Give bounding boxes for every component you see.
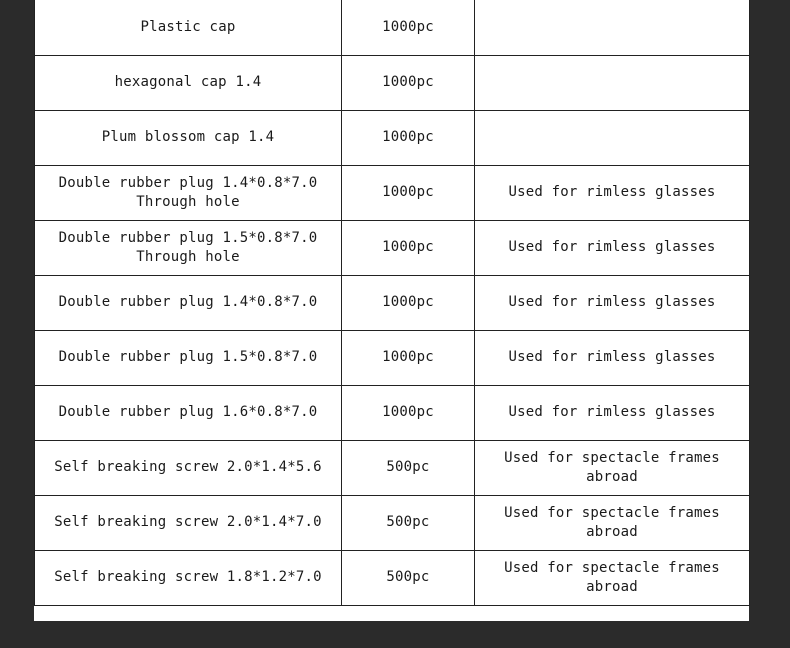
table-row xyxy=(35,110,750,165)
quantity-cell: 1000pc xyxy=(342,220,475,275)
usage-note-cell: Used for spectacle frames abroad xyxy=(475,495,750,550)
product-table-body xyxy=(35,0,750,605)
table-row xyxy=(35,165,750,220)
table-row xyxy=(35,330,750,385)
table-row xyxy=(35,385,750,440)
item-name-cell: Self breaking screw 1.8*1.2*7.0 xyxy=(35,550,342,605)
item-name-cell: Self breaking screw 2.0*1.4*7.0 xyxy=(35,495,342,550)
usage-note-cell xyxy=(475,110,750,165)
usage-note-cell: Used for spectacle frames abroad xyxy=(475,440,750,495)
quantity-cell: 1000pc xyxy=(342,0,475,55)
quantity-cell: 500pc xyxy=(342,495,475,550)
quantity-cell: 500pc xyxy=(342,440,475,495)
item-name-cell: hexagonal cap 1.4 xyxy=(35,55,342,110)
usage-note-cell: Used for rimless glasses xyxy=(475,220,750,275)
table-row xyxy=(35,495,750,550)
table-row xyxy=(35,550,750,605)
table-row xyxy=(35,0,750,55)
usage-note-cell: Used for rimless glasses xyxy=(475,385,750,440)
table-row xyxy=(35,440,750,495)
item-name-cell: Self breaking screw 2.0*1.4*5.6 xyxy=(35,440,342,495)
table-row xyxy=(35,275,750,330)
usage-note-cell: Used for spectacle frames abroad xyxy=(475,550,750,605)
usage-note-cell: Used for rimless glasses xyxy=(475,165,750,220)
table-row xyxy=(35,220,750,275)
item-name-cell: Double rubber plug 1.5*0.8*7.0 xyxy=(35,330,342,385)
quantity-cell: 1000pc xyxy=(342,165,475,220)
item-name-cell: Plum blossom cap 1.4 xyxy=(35,110,342,165)
item-name-cell: Double rubber plug 1.4*0.8*7.0 xyxy=(35,275,342,330)
quantity-cell: 1000pc xyxy=(342,385,475,440)
product-spec-sheet xyxy=(34,0,749,621)
usage-note-cell xyxy=(475,0,750,55)
quantity-cell: 1000pc xyxy=(342,330,475,385)
quantity-cell: 1000pc xyxy=(342,275,475,330)
quantity-cell: 500pc xyxy=(342,550,475,605)
item-name-cell: Plastic cap xyxy=(35,0,342,55)
quantity-cell: 1000pc xyxy=(342,110,475,165)
item-name-cell: Double rubber plug 1.4*0.8*7.0 Through hole xyxy=(35,165,342,220)
usage-note-cell: Used for rimless glasses xyxy=(475,275,750,330)
usage-note-cell: Used for rimless glasses xyxy=(475,330,750,385)
item-name-cell: Double rubber plug 1.5*0.8*7.0 Through hole xyxy=(35,220,342,275)
usage-note-cell xyxy=(475,55,750,110)
item-name-cell: Double rubber plug 1.6*0.8*7.0 xyxy=(35,385,342,440)
quantity-cell: 1000pc xyxy=(342,55,475,110)
product-table xyxy=(34,0,750,606)
table-row xyxy=(35,55,750,110)
